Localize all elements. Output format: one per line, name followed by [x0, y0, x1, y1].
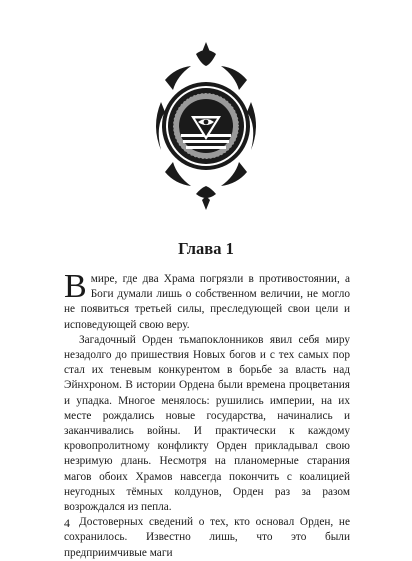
paragraph-1: В мире, где два Храма погрязли в противостоянии, а Боги думали лишь о собственном величии, не могло не появиться третьей силы, преследующей свои цели и исповедующей свою веру. — [64, 268, 350, 331]
paragraph-3: Достоверных сведений о тех, кто основал Орден, не сохранилось. Известно лишь, что это были предприимчивые маги — [64, 516, 350, 559]
eye-triangle-emblem-icon — [151, 42, 261, 210]
body-text — [64, 268, 350, 561]
drop-cap: В — [64, 268, 87, 305]
paragraph-2: Загадочный Орден тьмапоклонников явил себя миру незадолго до пришествия Новых богов и с тех самых пор стал их теневым конкурентом в борьбе за власть над Эйнхроном. В истории Ордена были времена процветания и упадка. Многое менялось: рушились империи, на их месте рождались новые государства, начинались и заканчивались войны. И практически к каждому кровопролитному конфликту Орден прикладывал свою незримую длань. Несмотря на планомерные старания магов обоих Храмов навсегда покончить с коалицией неугодных тёмных колдунов, Орден раз за разом возрождался из пепла. — [64, 333, 350, 514]
page-number: 4 — [64, 516, 70, 530]
chapter-title: Глава 1 — [178, 239, 234, 258]
